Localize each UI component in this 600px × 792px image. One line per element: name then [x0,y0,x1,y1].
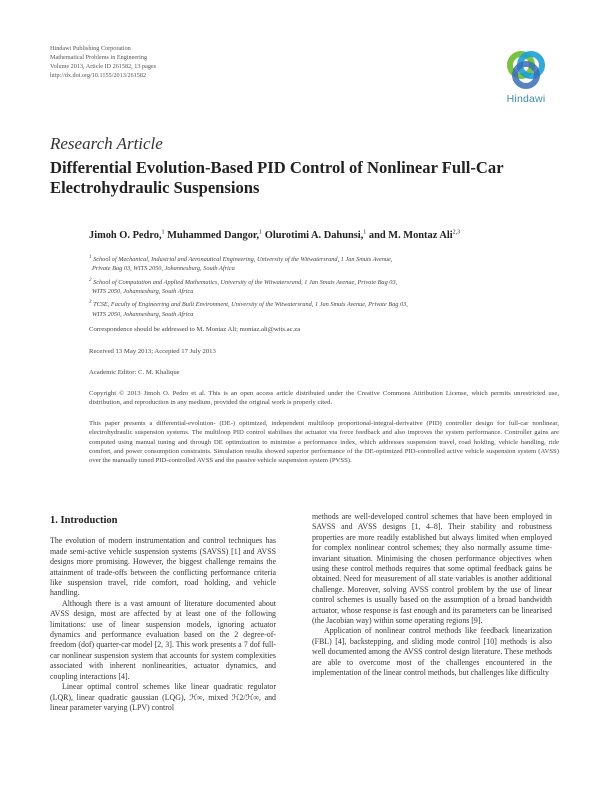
affiliation-1: $^1$ School of Mechanical, Industrial and Aeronautical Engineering, University of the Witwatersrand, 1 Jan Smuts Avenue, Private Bag 03, WITS 2050, Johannesburg, South Africa [89,255,393,273]
hindawi-logo [498,48,554,108]
affiliation-3: $^3$ TCSE, Faculty of Engineering and Built Environment, University of the Witwatersrand, 1 Jan Smuts Avenue, Private Bag 03, WITS 2050, Johannesburg, South Africa [89,300,408,318]
logo-text: Hindawi [506,93,546,105]
paragraph: methods are well-developed control schemes that have been employed in SAVSS and AVSS designs [1, 4–8]. Their stability and robustness properties are more readily established but always limited when employed for complex nonlinear control schemes; they also normally assume time-invariant situation. Minimising the chosen performance objectives when using these control methods requires that some optimal feedback gains be obtained. Need for measurement of all state variables is another additional challenge. Moreover, solving AVSS control problem by the use of linear control schemes is usually based on the assumption of a broad bandwidth actuator, whose response is fast enough and its parameters can be linearised (the Jacobian way) within some operating regions [9]. [312,512,552,626]
academic-editor: Academic Editor: C. M. Khalique [89,369,180,376]
section-heading: 1. Introduction [50,515,118,526]
column-left [50,516,276,713]
column-right [312,512,552,679]
author-list [89,230,559,241]
author-4: and M. Montaz Ali$^{2,3}$ [368,230,461,242]
author-1: Jimoh O. Pedro,$^1$ [89,230,165,242]
received-dates: Received 13 May 2013; Accepted 17 July 2013 [89,348,216,355]
doi-link[interactable]: http://dx.doi.org/10.1155/2013/261582 [50,72,147,79]
paragraph: Although there is a vast amount of literature documented about AVSS design, most are affected by at least one of the following limitations: use of linear suspension models, ignoring actuator dynamics and performance evaluation based on the 2 degree-of-freedom (dof) quarter-car model [2, 3]. This work presents a 7 dof full-car nonlinear suspension system that accounts for system complexities associated with inherent nonlinearities, actuator dynamics, and coupling interactions [4]. [50,598,276,681]
paragraph: Application of nonlinear control methods like feedback linearization (FBL) [4], backstepping, and sliding mode control [10] methods is also well documented among the AVSS control design literature. These methods are able to overcome most of the challenges encountered in the implementation of the linear control methods, but challenges like difficulty [312,626,552,678]
publisher: Hindawi Publishing Corporation [50,45,131,52]
correspondence: Correspondence should be addressed to M. Montaz Ali; montaz.ali@wits.ac.za [89,326,301,333]
journal-name: Mathematical Problems in Engineering [50,54,148,61]
affiliations [89,253,559,321]
volume-info: Volume 2013, Article ID 261582, 13 pages [50,63,157,70]
article-type: Research Article [50,134,163,153]
author-2: Muhammed Dangor,$^1$ [167,230,263,242]
paragraph: Linear optimal control schemes like linear quadratic regulator (LQR), linear quadratic gaussian (LQG), ℋ∞, mixed ℋ2/ℋ∞, and linear parameter varying (LPV) control [50,682,276,712]
journal-header [50,44,350,80]
copyright-notice: Copyright © 2013 Jimoh O. Pedro et al. This is an open access article distributed under the Creative Commons Attribution License, which permits unrestricted use, distribution, and reproduction in any medium, provided the original work is properly cited. [89,390,559,407]
abstract: This paper presents a differential-evolution- (DE-) optimized, independent multiloop proportional-integral-derivative (PID) controller design for full-car nonlinear, electrohydraulic suspension systems. The multiloop PID control stabilises the actuator via force feedback and also improves the system performance. Controller gains are computed using manual tuning and through DE optimization to minimise a performance index, which addresses suspension travel, road holding, vehicle handling, ride comfort, and power consumption constraints. Simulation results showed superior performance of the DE-optimized PID-controlled active vehicle suspension system (AVSS) over the manually tuned PID-controlled AVSS and the passive vehicle suspension system (PVSS). [89,420,559,465]
paragraph: The evolution of modern instrumentation and control techniques has made semi-active vehicle suspension systems (SAVSS) [1] and AVSS designs more promising. However, the biggest challenge remains the attainment of trade-offs between the conflicting performance criteria like suspension travel, ride comfort, road holding, and vehicle handling. [50,536,276,598]
author-3: Olurotimi A. Dahunsi,$^1$ [264,230,367,242]
paper-title: Differential Evolution-Based PID Control of Nonlinear Full-Car Electrohydraulic Suspensions [50,158,504,197]
hindawi-logo-icon [504,48,548,92]
affiliation-2: $^2$ School of Computation and Applied Mathematics, University of the Witwatersrand, 1 Jan Smuts Avenue, Private Bag 03, WITS 2050, Johannesburg, South Africa [89,277,398,296]
